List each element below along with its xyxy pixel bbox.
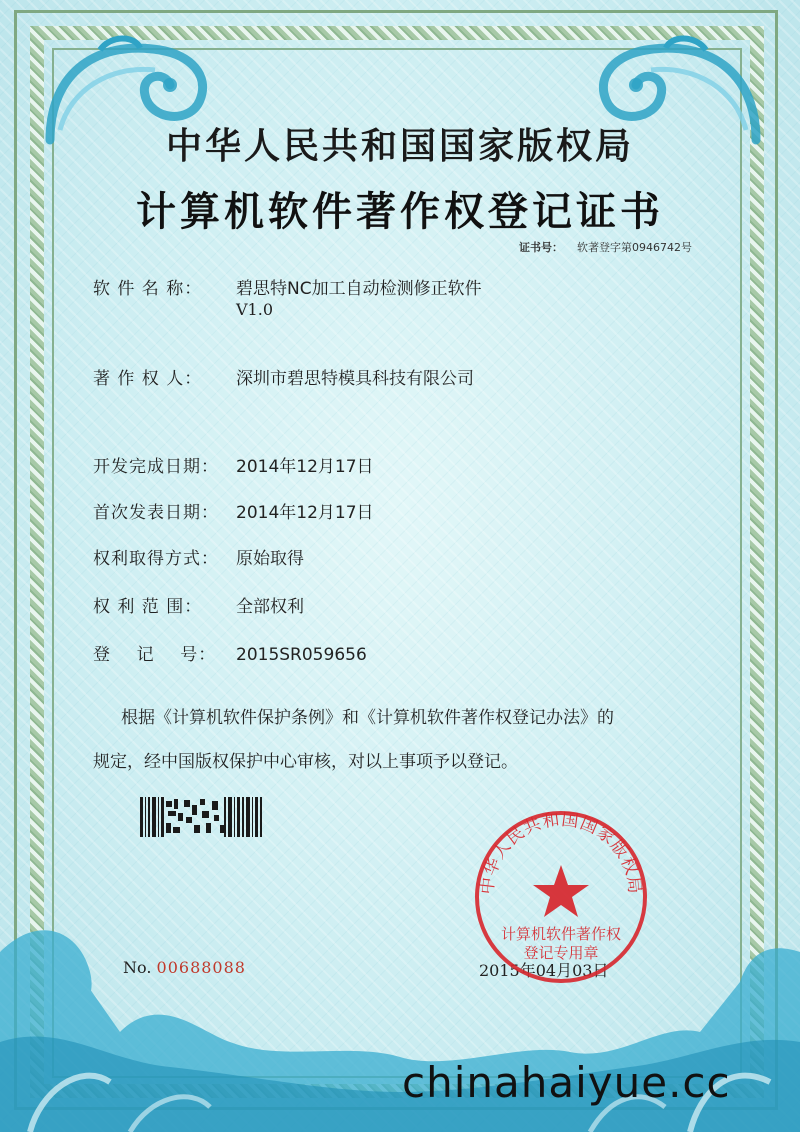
statement-line-2: 规定，经中国版权保护中心审核，对以上事项予以登记。 <box>93 752 518 772</box>
certificate-number-value: 软著登字第0946742号 <box>577 241 692 254</box>
seal-center-line-2: 登记专用章 <box>523 944 599 962</box>
field-value: 深圳市碧思特模具科技有限公司 <box>236 369 474 389</box>
serial-number <box>123 958 246 977</box>
field-value: 2014年12月17日 <box>236 503 374 523</box>
field-label: 权利取得方式： <box>93 549 219 569</box>
official-seal <box>466 805 656 985</box>
field-publication-date <box>93 498 374 523</box>
field-label: 著 作 权 人： <box>93 369 203 389</box>
seal-center-line-1: 计算机软件著作权 <box>500 925 622 943</box>
field-value: 碧思特NC加工自动检测修正软件 <box>236 279 482 299</box>
barcode <box>140 797 262 837</box>
field-registration-number <box>93 640 367 665</box>
certificate-number-label: 证书号： <box>519 241 563 254</box>
serial-value: 00688088 <box>156 958 246 977</box>
field-value: 全部权利 <box>236 597 304 617</box>
field-label: 开发完成日期： <box>93 457 219 477</box>
field-copyright-owner <box>93 364 474 389</box>
certificate-number <box>519 239 692 255</box>
serial-prefix: No. <box>123 958 152 977</box>
statement-line-1: 根据《计算机软件保护条例》和《计算机软件著作权登记办法》的 <box>121 708 614 728</box>
issuer-title: 中华人民共和国国家版权局 <box>165 125 634 167</box>
field-value: 2014年12月17日 <box>236 457 374 477</box>
issue-date: 2015年04月03日 <box>479 961 609 980</box>
field-value: 2015SR059656 <box>236 645 367 665</box>
field-acquisition-method <box>93 544 304 569</box>
field-software-name <box>93 274 482 299</box>
certificate-title: 计算机软件著作权登记证书 <box>136 188 664 235</box>
field-label: 权 利 范 围： <box>93 597 203 617</box>
software-version: V1.0 <box>236 300 273 319</box>
field-development-date <box>93 452 374 477</box>
field-label: 软 件 名 称： <box>93 279 203 299</box>
field-label: 首次发表日期： <box>93 503 219 523</box>
field-rights-scope <box>93 592 304 617</box>
seal-ring-text: 中华人民共和国国家版权局 <box>477 809 645 896</box>
field-label: 登 记 号： <box>93 645 217 665</box>
field-value: 原始取得 <box>236 549 304 569</box>
watermark-text: chinahaiyue.cc <box>402 1058 731 1107</box>
